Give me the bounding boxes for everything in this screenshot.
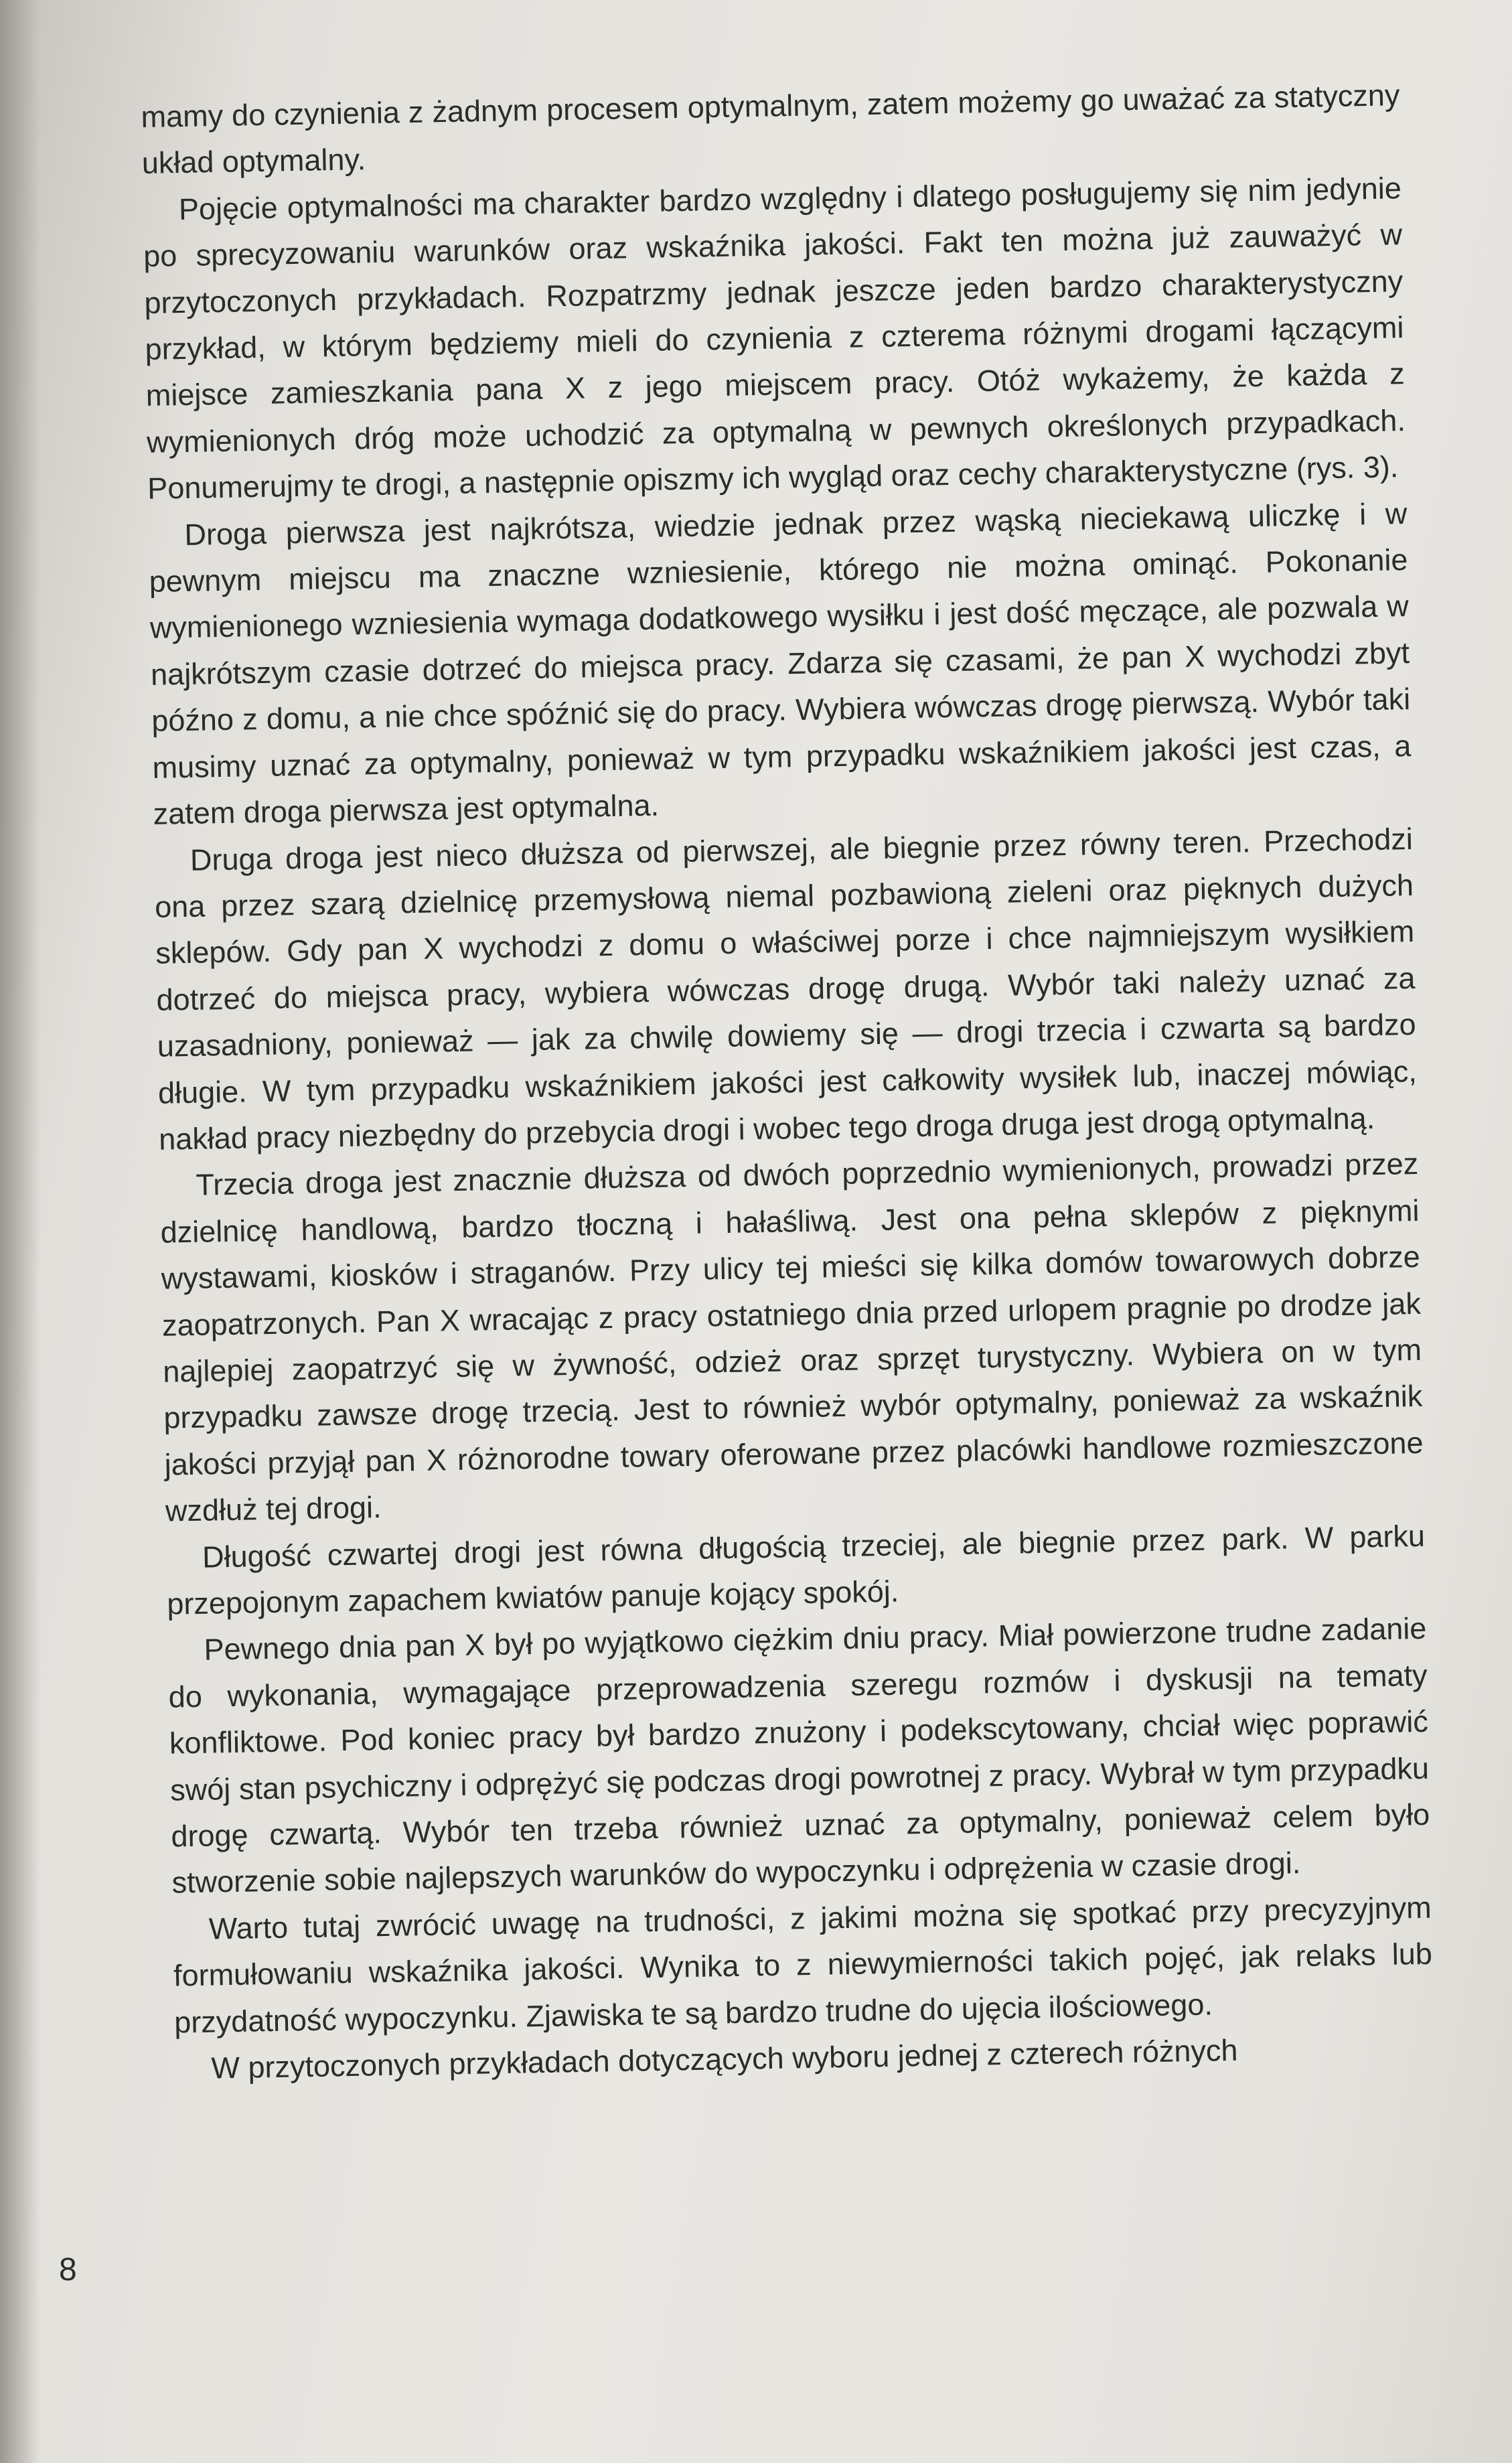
paragraph: mamy do czynienia z żadnym procesem optymalnym, zatem możemy go uważać za statyczny układ optymalny. xyxy=(141,78,1400,181)
paragraph: Długość czwartej drogi jest równa długością trzeciej, ale biegnie przez park. W parku przepojonym zapachem kwiatów panuje kojący spokój. xyxy=(166,1518,1426,1621)
page-gutter-shadow xyxy=(0,0,40,2463)
paragraph: Pojęcie optymalności ma charakter bardzo względny i dlatego posługujemy się nim jedynie po sprecyzowaniu warunków oraz wskaźnika jakości. Fakt ten można już zauważyć w przytoczonych przykładach. Rozpatrzmy jednak jeszcze jeden bardzo charakterystyczny przykład, w którym będziemy mieli do czynienia z czterema różnymi drogami łączącymi miejsce zamieszkania pana X z jego miejscem pracy. Otóż wykażemy, że każda z wymienionych dróg może uchodzić za optymalną w pewnych określonych przypadkach. Ponumerujmy te drogi, a następnie opiszmy ich wygląd oraz cechy charakterystyczne (rys. 3). xyxy=(143,170,1406,506)
paragraph: W przytoczonych przykładach dotyczących wyboru jednej z czterech różnych xyxy=(211,2032,1238,2085)
paragraph: Druga droga jest nieco dłuższa od pierwszej, ale biegnie przez równy teren. Przechodzi ona przez szarą dzielnicę przemysłową niemal pozbawioną zieleni oraz pięknych dużych sklepów. Gdy pan X wychodzi z domu o właściwej porze i chce najmniejszym wysiłkiem dotrzeć do miejsca pracy, wybiera wówczas drogę drugą. Wybór taki należy uznać za uzasadniony, ponieważ — jak za chwilę dowiemy się — drogi trzecia i czwarta są bardzo długie. W tym przypadku wskaźnikiem jakości jest całkowity wysiłek lub, inaczej mówiąc, nakład pracy niezbędny do przebycia drogi i wobec tego droga druga jest drogą optymalną. xyxy=(154,821,1418,1156)
body-text xyxy=(141,72,1434,2092)
paragraph: Warto tutaj zwrócić uwagę na trudności, z jakimi można się spotkać przy precyzyjnym formułowaniu wskaźnika jakości. Wynika to z niewymierności takich pojęć, jak relaks lub przydatność wypoczynku. Zjawiska te są bardzo trudne do ujęcia ilościowego. xyxy=(173,1890,1433,2040)
paragraph: Droga pierwsza jest najkrótsza, wiedzie jednak przez wąską nieciekawą uliczkę i w pewnym miejscu ma znaczne wzniesienie, którego nie można ominąć. Pokonanie wymienionego wzniesienia wymaga dodatkowego wysiłku i jest dość męczące, ale pozwala w najkrótszym czasie dotrzeć do miejsca pracy. Zdarza się czasami, że pan X wychodzi zbyt późno z domu, a nie chce spóźnić się do pracy. Wybiera wówczas drogę pierwszą. Wybór taki musimy uznać za optymalny, ponieważ w tym przypadku wskaźnikiem jakości jest czas, a zatem droga pierwsza jest optymalna. xyxy=(149,496,1412,831)
paragraph: Trzecia droga jest znacznie dłuższa od dwóch poprzednio wymienionych, prowadzi przez dzielnicę handlową, bardzo tłoczną i hałaśliwą. Jest ona pełna sklepów z pięknymi wystawami, kiosków i straganów. Przy ulicy tej mieści się kilka domów towarowych dobrze zaopatrzonych. Pan X wracając z pracy ostatniego dnia przed urlopem pragnie po drodze jak najlepiej zaopatrzyć się w żywność, odzież oraz sprzęt turystyczny. Wybiera on w tym przypadku zawsze drogę trzecią. Jest to również wybór optymalny, ponieważ za wskaźnik jakości przyjął pan X różnorodne towary oferowane przez placówki handlowe rozmieszczone wzdłuż tej drogi. xyxy=(160,1146,1424,1528)
page-number: 8 xyxy=(59,2252,77,2288)
paragraph: Pewnego dnia pan X był po wyjątkowo ciężkim dniu pracy. Miał powierzone trudne zadanie do wykonania, wymagające przeprowadzenia szeregu rozmów i dyskusji na tematy konfliktowe. Pod koniec pracy był bardzo znużony i podekscytowany, chciał więc poprawić swój stan psychiczny i odprężyć się podczas drogi powrotnej z pracy. Wybrał w tym przypadku drogę czwartą. Wybór ten trzeba również uznać za optymalny, ponieważ celem było stworzenie sobie najlepszych warunków do wypoczynku i odprężenia w czasie drogi. xyxy=(168,1611,1430,1900)
